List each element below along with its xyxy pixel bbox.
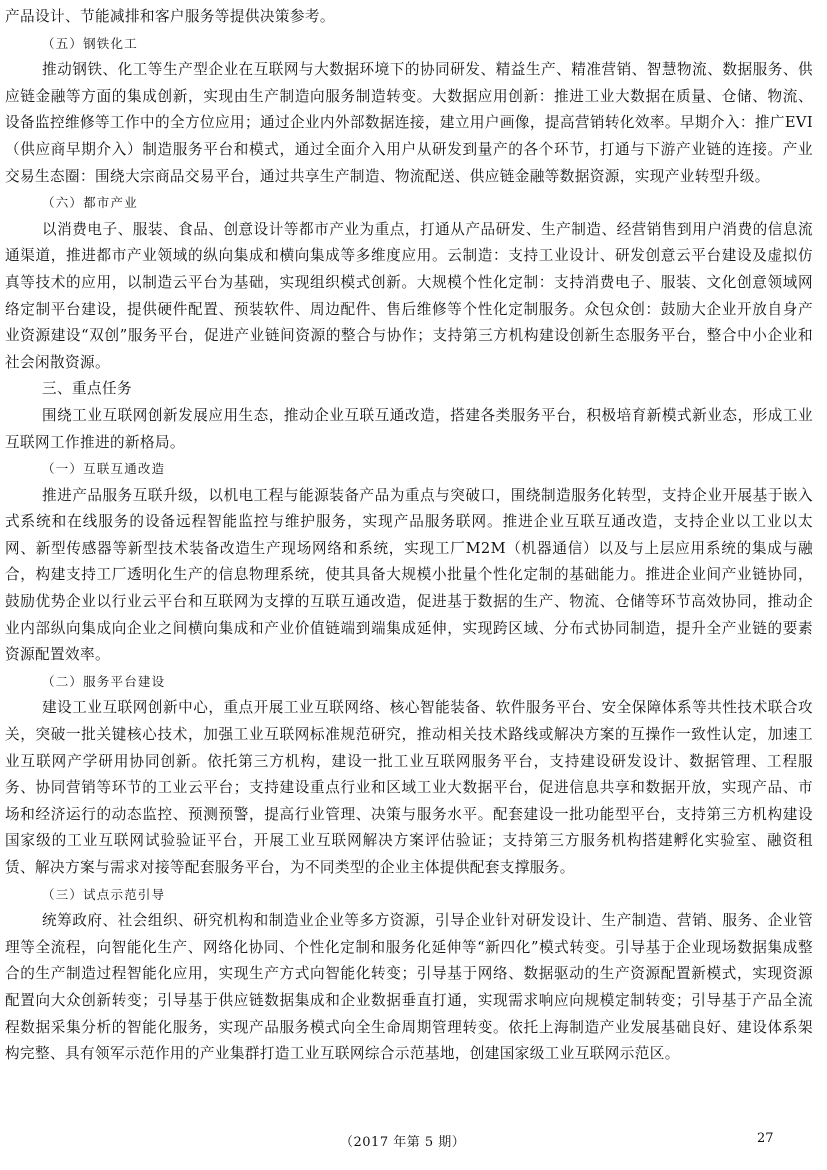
paragraph-key-tasks-intro: 围绕工业互联网创新发展应用生态，推动企业互联互通改造，搭建各类服务平台，积极培育新模式新业态，形成工业互联网工作推进的新格局。 xyxy=(5,406,813,451)
subheading-pilot-demonstration: （三）试点示范引导 xyxy=(42,886,166,902)
page-footer xyxy=(0,1129,827,1151)
paragraph-steel-chemical: 推动钢铁、化工等生产型企业在互联网与大数据环境下的协同研发、精益生产、精准营销、智慧物流、数据服务、供应链金融等方面的集成创新，实现由生产制造向服务制造转变。大数据应用创新：推进工业大数据在质量、仓储、物流、设备监控维修等工作中的全方位应用；通过企业内外部数据连接，建立用户画像，提高营销转化效率。早期介入：推广EVI（供应商早期介入）制造服务平台和模式，通过全面介入用户从研发到量产的各个环节，打通与下游产业链的连接。产业交易生态圈：围绕大宗商品交易平台，通过共享生产制造、物流配送、供应链金融等数据资源，实现产业转型升级。 xyxy=(5,61,813,185)
page-number: 27 xyxy=(757,1131,774,1146)
paragraph-interconnection: 推进产品服务互联升级，以机电工程与能源装备产品为重点与突破口，围绕制造服务化转型，支持企业开展基于嵌入式系统和在线服务的设备远程智能监控与维护服务，实现产品服务联网。推进企业互联互通改造，支持企业以工业以太网、新型传感器等新型技术装备改造生产现场网络和系统，实现工厂M2M（机器通信）以及与上层应用系统的集成与融合，构建支持工厂透明化生产的信息物理系统，使其具备大规模小批量个性化定制的基础能力。推进企业间产业链协同，鼓励优势企业以行业云平台和互联网为支撑的互联互通改造，促进基于数据的生产、物流、仓储等环节高效协同，推动企业内部纵向集成向企业之间横向集成和产业价值链端到端集成延伸，实现跨区域、分布式协同制造，提升全产业链的要素资源配置效率。 xyxy=(5,486,813,664)
paragraph-service-platform: 建设工业互联网创新中心，重点开展工业互联网络、核心智能装备、软件服务平台、安全保障体系等共性技术联合攻关，突破一批关键核心技术，加强工业互联网标准规范研究，推动相关技术路线或解决方案的互操作一致性认定，加速工业互联网产学研用协同创新。依托第三方机构，建设一批工业互联网服务平台，支持建设研发设计、数据管理、工程服务、协同营销等环节的工业云平台；支持建设重点行业和区域工业大数据平台，促进信息共享和数据开放，实现产品、市场和经济运行的动态监控、预测预警，提高行业管理、决策与服务水平。配套建设一批功能型平台，支持第三方机构建设国家级的工业互联网试验验证平台，开展工业互联网解决方案评估验证；支持第三方服务机构搭建孵化实验室、融资租赁、解决方案与需求对接等配套服务平台，为不同类型的企业主体提供配套支撑服务。 xyxy=(5,699,813,876)
subheading-interconnection: （一）互联互通改造 xyxy=(42,461,166,477)
section-heading-key-tasks: 三、重点任务 xyxy=(42,380,132,398)
issue-label: （2017 年第 5 期） xyxy=(340,1135,466,1150)
paragraph-urban-industry: 以消费电子、服装、食品、创意设计等都市产业为重点，打通从产品研发、生产制造、经营销售到用户消费的信息流通渠道，推进都市产业领域的纵向集成和横向集成等多维度应用。云制造：支持工业设计、研发创意云平台建设及虚拟仿真等技术的应用，以制造云平台为基础，实现组织模式创新。大规模个性化定制：支持消费电子、服装、文化创意领域网络定制平台建设，提供硬件配置、预装软件、周边配件、售后维修等个性化定制服务。众包众创：鼓励大企业开放自身产业资源建设“双创”服务平台，促进产业链间资源的整合与协作；支持第三方机构建设创新生态服务平台，整合中小企业和社会闲散资源。 xyxy=(5,220,813,371)
subheading-urban-industry: （六）都市产业 xyxy=(42,195,138,211)
subheading-service-platform: （二）服务平台建设 xyxy=(42,673,166,689)
paragraph-intro-continued: 产品设计、节能减排和客户服务等提供决策参考。 xyxy=(5,8,335,25)
paragraph-pilot-demonstration: 统筹政府、社会组织、研究机构和制造业企业等多方资源，引导企业针对研发设计、生产制造、营销、服务、企业管理等全流程，向智能化生产、网络化协同、个性化定制和服务化延伸等“新四化”模式转变。引导基于企业现场数据集成整合的生产制造过程智能化应用，实现生产方式向智能化转变；引导基于网络、数据驱动的生产资源配置新模式，实现资源配置向大众创新转变；引导基于供应链数据集成和企业数据垂直打通，实现需求响应向规模定制转变；引导基于产品全流程数据采集分析的智能化服务，实现产品服务模式向全生命周期管理转变。依托上海制造产业发展基础良好、建设体系架构完整、具有领军示范作用的产业集群打造工业互联网综合示范基地，创建国家级工业互联网示范区。 xyxy=(5,912,813,1063)
subheading-steel-chemical: （五）钢铁化工 xyxy=(42,35,138,51)
